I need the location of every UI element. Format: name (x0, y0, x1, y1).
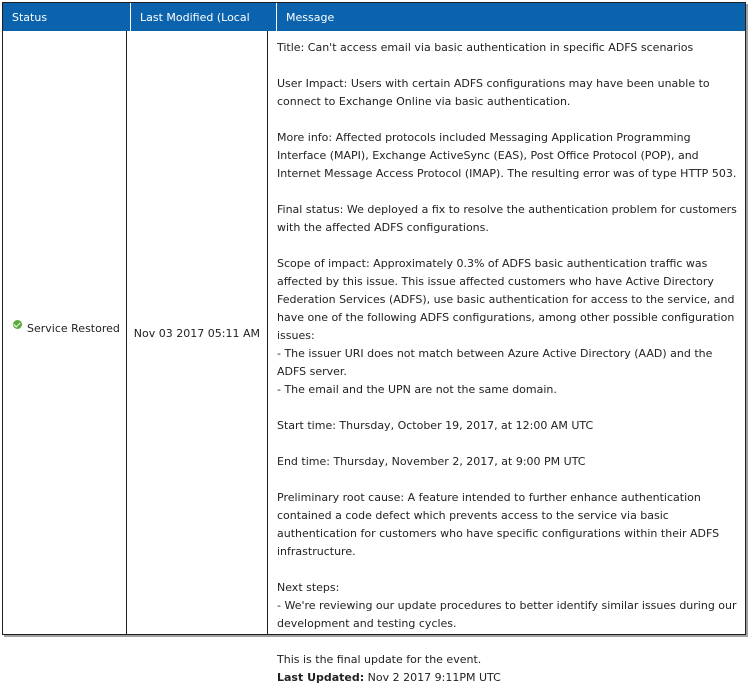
message-root-cause: Preliminary root cause: A feature intended to further enhance authentication contained a code defect which prevents access to the service via basic authentication for customers who have specific configurations within their ADFS infrastructure. (277, 491, 720, 558)
last-modified-cell (127, 31, 268, 634)
message-end-time: End time: Thursday, November 2, 2017, at 9:00 PM UTC (277, 455, 586, 468)
incident-table (2, 2, 746, 684)
last-updated-label: Last Updated: (277, 671, 365, 684)
message-body (277, 39, 737, 687)
message-next-steps-label: Next steps: (277, 581, 340, 594)
message-last-updated (277, 669, 737, 687)
message-user-impact: User Impact: Users with certain ADFS configurations may have been unable to connect to Exchange Online via basic authentication. (277, 77, 710, 108)
header-last-modified[interactable]: Last Modified (Local Time) (131, 3, 277, 31)
message-scope: Scope of impact: Approximately 0.3% of ADFS basic authentication traffic was affected by this issue. This issue affected customers who have Active Directory Federation Services (ADFS), use basic authentication for access to the service, and have one of the following ADFS configurations, among other possible configuration issues: (277, 257, 735, 342)
message-more-info: More info: Affected protocols included Messaging Application Programming Interface (MAPI), Exchange ActiveSync (EAS), Post Office Protocol (POP), and Internet Message Access Protocol (IMAP). The resulting error was of type HTTP 503. (277, 131, 737, 180)
status-text: Service Restored (27, 322, 120, 335)
check-circle-icon (13, 320, 22, 329)
message-title: Title: Can't access email via basic authentication in specific ADFS scenarios (277, 41, 694, 54)
message-final-update: This is the final update for the event. (277, 653, 482, 666)
table-row (3, 31, 745, 684)
message-next-steps-item: - We're reviewing our update procedures to better identify similar issues during our development and testing cycles. (277, 599, 737, 630)
header-status[interactable]: Status (3, 3, 131, 31)
message-scope-item: - The email and the UPN are not the same domain. (277, 383, 557, 396)
last-updated-value: Nov 2 2017 9:11PM UTC (367, 671, 501, 684)
last-modified-value: Nov 03 2017 05:11 AM (133, 327, 260, 340)
message-scope-item: - The issuer URI does not match between Azure Active Directory (AAD) and the ADFS server. (277, 347, 713, 378)
message-cell (268, 31, 745, 684)
status-badge (13, 322, 120, 335)
status-cell (3, 31, 127, 634)
message-final-status: Final status: We deployed a fix to resolve the authentication problem for customers with the affected ADFS configurations. (277, 203, 737, 234)
message-start-time: Start time: Thursday, October 19, 2017, at 12:00 AM UTC (277, 419, 594, 432)
header-message[interactable]: Message (286, 11, 335, 24)
